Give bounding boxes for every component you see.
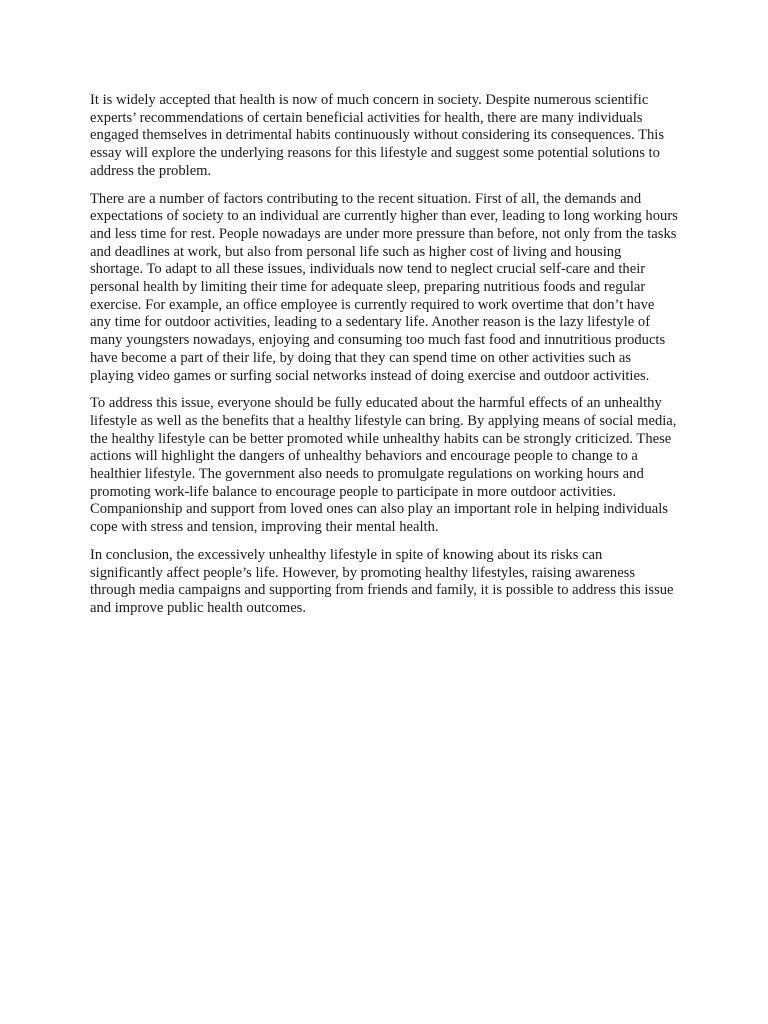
paragraph-causes: There are a number of factors contributing to the recent situation. First of all, the demands and expectations of society to an individual are currently higher than ever, leading to long working hours and less time for rest. People nowadays are under more pressure than before, not only from the tasks and deadlines at work, but also from personal life such as higher cost of living and housing shortage. To adapt to all these issues, individuals now tend to neglect crucial self-care and their personal health by limiting their time for adequate sleep, preparing nutritious foods and regular exercise. For example, an office employee is currently required to work overtime that don’t have any time for outdoor activities, leading to a sedentary life. Another reason is the lazy lifestyle of many youngsters nowadays, enjoying and consuming too much fast food and innutritious products have become a part of their life, by doing that they can spend time on other activities such as playing video games or surfing social networks instead of doing exercise and outdoor activities. <box>90 190 678 384</box>
paragraph-introduction: It is widely accepted that health is now of much concern in society. Despite numerous scientific experts’ recommendations of certain beneficial activities for health, there are many individuals engaged themselves in detrimental habits continuously without considering its consequences. This essay will explore the underlying reasons for this lifestyle and suggest some potential solutions to address the problem. <box>90 92 665 179</box>
paragraph-solutions: To address this issue, everyone should be fully educated about the harmful effects of an unhealthy lifestyle as well as the benefits that a healthy lifestyle can bring. By applying means of social media, the healthy lifestyle can be better promoted while unhealthy habits can be strongly criticized. These actions will highlight the dangers of unhealthy behaviors and encourage people to change to a healthier lifestyle. The government also needs to promulgate regulations on working hours and promoting work-life balance to encourage people to participate in more outdoor activities. Companionship and support from loved ones can also play an important role in helping individuals cope with stress and tension, improving their mental health. <box>90 395 677 536</box>
essay-body <box>90 92 678 628</box>
paragraph-conclusion: In conclusion, the excessively unhealthy lifestyle in spite of knowing about its risks can significantly affect people’s life. However, by promoting healthy lifestyles, raising awareness through media campaigns and supporting from friends and family, it is possible to address this issue and improve public health outcomes. <box>90 546 674 616</box>
